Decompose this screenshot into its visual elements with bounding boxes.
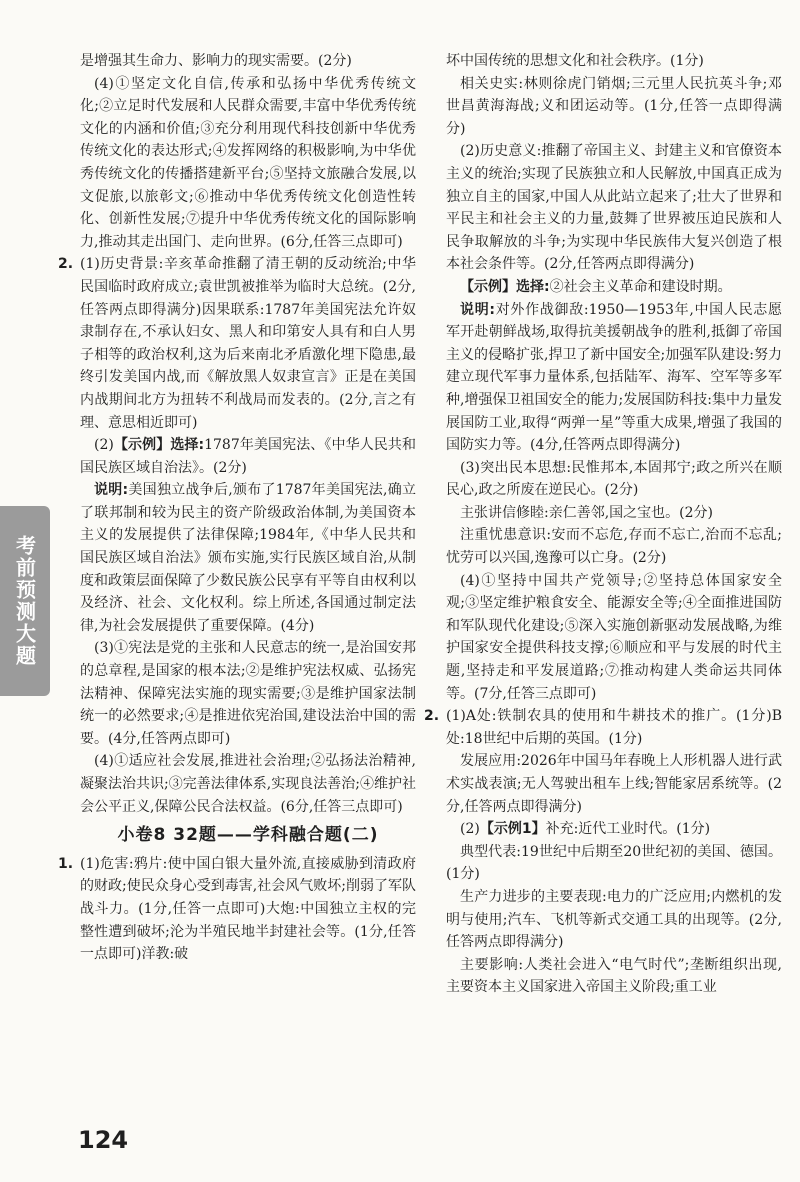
paragraph: 主要影响:人类社会进入“电气时代”;垄断组织出现,主要资本主义国家进入帝国主义阶段;重工业: [446, 956, 782, 996]
paragraph: 生产力进步的主要表现:电力的广泛应用;内燃机的发明与使用;汽车、飞机等新式交通工具的出现等。(2分,任答两点即得满分): [446, 888, 782, 951]
part-prefix: (2): [94, 437, 114, 454]
paragraph: (4)①适应社会发展,推进社会治理;②弘扬法治精神,凝聚法治共识;③完善法律体系,实现良法善治;④维护社会公平正义,保障公民合法权益。(6分,任答三点即可): [80, 753, 416, 815]
example-label: 【示例】选择:: [460, 278, 550, 295]
paragraph: [80, 479, 416, 637]
paragraph: (2)历史意义:推翻了帝国主义、封建主义和官僚资本主义的统治;实现了民族独立和人民解放,中国真正成为独立自主的国家,中国人从此站立起来了;壮大了世界和平民主和社会主义的力量,鼓舞了世界被压迫民族和人民争取解放的斗争;为实现中华民族伟大复兴创造了根本社会条件等。(2分,任答两点即得满分): [446, 143, 782, 273]
paragraph: 典型代表:19世纪中后期至20世纪初的美国、德国。(1分): [446, 843, 782, 883]
explanation-label: 说明:: [460, 301, 496, 318]
paragraph-text: 1787年美国宪法、《中华人民共和国民族区域自治法》。(2分): [80, 437, 416, 476]
question-2: [58, 253, 416, 434]
paragraph: (4)①坚定文化自信,传承和弘扬中华优秀传统文化;②立足时代发展和人民群众需要,丰富中华优秀传统文化的内涵和价值;③充分利用现代科技创新中华优秀传统文化的表达形式;④发挥网络的积极影响,为中华优秀传统文化的传播搭建新平台;⑤坚持文旅融合发展,以文促旅,以旅彰文;⑥推动中华优秀传统文化创造性转化、创新性发展;⑦提升中华优秀传统文化的国际影响力,推动其走出国门、走向世界。(6分,任答三点即可): [80, 75, 416, 250]
paragraph: [446, 299, 782, 457]
example-label: 【示例】选择:: [113, 437, 205, 454]
example-label: 【示例1】: [479, 821, 546, 838]
paragraph-text: 美国独立战争后,颁布了1787年美国宪法,确立了联邦制和较为民主的资产阶级政治体制,为美国资本主义的发展提供了法律保障;1984年,《中华人民共和国民族区域自治法》颁布实施,实行民族区域自治,从制度和政策层面保障了少数民族公民享有平等自由权利以及经济、社会、文化权利。综上所述,各国通过制定法律,为社会发展提供了重要保障。(4分): [80, 482, 416, 634]
paragraph-text: ②社会主义革命和建设时期。: [549, 278, 732, 295]
section-title: 小卷8 32题——学科融合题(二): [117, 825, 379, 846]
paragraph: (3)①宪法是党的主张和人民意志的统一,是治国安邦的总章程,是国家的根本法;②是维护宪法权威、弘扬宪法精神、保障宪法实施的现实需要;③是维护国家法制统一的必然要求;④是推进依宪治国,建设法治中国的需要。(4分,任答两点即可): [80, 640, 416, 747]
paragraph: [446, 276, 782, 299]
paragraph: 坏中国传统的思想文化和社会秩序。(1分): [446, 53, 704, 69]
question-2: [424, 705, 782, 750]
paragraph: 注重忧患意识:安而不忘危,存而不忘亡,治而不忘乱;忧劳可以兴国,逸豫可以亡身。(2分): [446, 527, 782, 567]
paragraph-text: 对外作战御敌:1950—1953年,中国人民志愿军开赴朝鲜战场,取得抗美援朝战争的胜利,抵御了帝国主义的侵略扩张,捍卫了新中国安全;加强军队建设:努力建立现代军事力量体系,包括陆军、海军、空军等多军种,增强保卫祖国安全的能力;发展国防科技:集中力量发展国防工业,取得“两弹一星”等重大成果,增强了我国的国防实力等。(4分,任答两点即得满分): [446, 301, 782, 454]
paragraph: 发展应用:2026年中国马年春晚上人形机器人进行武术实战表演;无人驾驶出租车上线;智能家居系统等。(2分,任答两点即得满分): [446, 753, 782, 815]
right-column: [424, 50, 782, 999]
explanation-label: 说明:: [94, 482, 129, 499]
paragraph: (1)A处:铁制农具的使用和牛耕技术的推广。(1分)B处:18世纪中后期的英国。(1分): [446, 708, 782, 747]
part-prefix: (2): [460, 821, 480, 838]
paragraph: (3)突出民本思想:民惟邦本,本固邦宁;政之所兴在顺民心,政之所废在逆民心。(2分): [446, 459, 782, 499]
paragraph: (1)危害:鸦片:使中国白银大量外流,直接威胁到清政府的财政;使民众身心受到毒害,社会风气败坏;削弱了军队战斗力。(1分,任答一点即可)大炮:中国独立主权的完整性遭到破坏;沦为半殖民地半封建社会等。(1分,任答一点即可)洋教:破: [80, 855, 416, 963]
question-number: 2.: [58, 256, 74, 273]
question-1: [58, 853, 416, 966]
page-number: 124: [78, 1126, 129, 1154]
question-number: 2.: [424, 708, 440, 725]
left-column: [58, 50, 416, 966]
question-number: 1.: [58, 855, 74, 872]
paragraph: (1)历史背景:辛亥革命推翻了清王朝的反动统治;中华民国临时政府成立;袁世凯被推举为临时大总统。(2分,任答两点即得满分)因果联系:1787年美国宪法允许奴隶制存在,不承认妇女、黑人和印第安人具有和白人男子相等的政治权利,这为后来南北矛盾激化埋下隐患,最终引发美国内战,而《解放黑人奴隶宣言》正是在美国内战期间北方为扭转不利战局而发表的。(2分,言之有理、意思相近即可): [80, 256, 416, 431]
side-tab-label: 考前预测大题: [12, 535, 37, 667]
paragraph: (4)①坚持中国共产党领导;②坚持总体国家安全观;③坚定维护粮食安全、能源安全等;④全面推进国防和军队现代化建设;⑤深入实施创新驱动发展战略,为维护国家安全提供科技支撑;⑥顺应和平与发展的时代主题,坚持走和平发展道路;⑦推动构建人类命运共同体等。(7分,任答三点即可): [446, 572, 782, 702]
paragraph: 主张讲信修睦:亲仁善邻,国之宝也。(2分): [460, 504, 713, 521]
side-tab: [0, 506, 50, 696]
paragraph-text: 补充:近代工业时代。(1分): [545, 821, 711, 838]
paragraph: 相关史实:林则徐虎门销烟;三元里人民抗英斗争;邓世昌黄海海战;义和团运动等。(1分,任答一点即得满分): [446, 75, 782, 137]
paragraph: 是增强其生命力、影响力的现实需要。(2分): [80, 53, 352, 69]
paragraph: [80, 434, 416, 479]
paragraph: [446, 818, 782, 841]
